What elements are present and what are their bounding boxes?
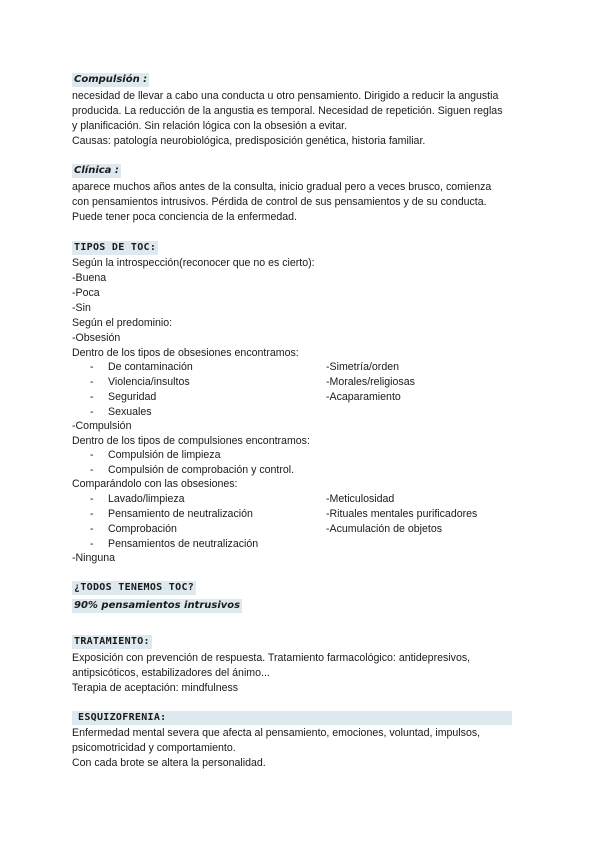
esquizofrenia-body (72, 726, 532, 771)
tipos-intro (72, 256, 532, 361)
todos-heading: ¿TODOS TENEMOS TOC? (74, 582, 195, 593)
list-item: Sexuales (108, 406, 152, 418)
text-line: aparece muchos años antes de la consulta, inicio gradual pero a veces brusco, comienza (72, 181, 492, 193)
text-line: -Sin (72, 302, 91, 314)
compulsion-heading: Compulsión : (74, 74, 148, 85)
list-item: De contaminación (108, 361, 193, 373)
bullet-dash: - (90, 376, 94, 388)
text-line: -Obsesión (72, 332, 121, 344)
list-item: Lavado/limpieza (108, 493, 185, 505)
text-line: Según el predominio: (72, 317, 173, 329)
bullet-dash: - (90, 493, 94, 505)
text-line: y planificación. Sin relación lógica con la obsesión a evitar. (72, 120, 348, 132)
clinica-heading: Clínica : (74, 165, 119, 176)
bullet-dash: - (90, 406, 94, 418)
list-item: Comprobación (108, 523, 177, 535)
list-item: -Meticulosidad (326, 493, 395, 505)
bullet-dash: - (90, 391, 94, 403)
compulsion-body (72, 89, 532, 149)
clinica-body (72, 180, 532, 225)
text-line: Puede tener poca conciencia de la enfermedad. (72, 211, 297, 223)
bullet-dash: - (90, 361, 94, 373)
tratamiento-body (72, 651, 532, 696)
text-line: Enfermedad mental severa que afecta al pensamiento, emociones, voluntad, impulsos, (72, 727, 481, 739)
text-line: Exposición con prevención de respuesta. Tratamiento farmacológico: antidepresivos, (72, 652, 471, 664)
bullet-dash: - (90, 523, 94, 535)
bullet-dash: - (90, 464, 94, 476)
text-line: -Ninguna (72, 552, 115, 564)
text-line: con pensamientos intrusivos. Pérdida de control de sus pensamientos y de su conducta. (72, 196, 487, 208)
bullet-dash: - (90, 449, 94, 461)
text-line: Causas: patología neurobiológica, predisposición genética, historia familiar. (72, 135, 426, 147)
list-item: Seguridad (108, 391, 157, 403)
text-line: Comparándolo con las obsesiones: (72, 478, 238, 490)
esquizofrenia-heading: ESQUIZOFRENIA: (72, 711, 512, 725)
list-item: Pensamiento de neutralización (108, 508, 253, 520)
text-line: Dentro de los tipos de compulsiones encontramos: (72, 435, 310, 447)
text-line: psicomotricidad y comportamiento. (72, 742, 236, 754)
bullet-dash: - (90, 538, 94, 550)
list-item: Compulsión de limpieza (108, 449, 221, 461)
text-line: Con cada brote se altera la personalidad. (72, 757, 266, 769)
list-item: -Acumulación de objetos (326, 523, 443, 535)
list-item: -Rituales mentales purificadores (326, 508, 478, 520)
text-line: Según la introspección(reconocer que no es cierto): (72, 257, 315, 269)
list-item: Violencia/insultos (108, 376, 190, 388)
text-line: necesidad de llevar a cabo una conducta u otro pensamiento. Dirigido a reducir la angustia (72, 90, 499, 102)
list-item: -Simetría/orden (326, 361, 400, 373)
bullet-dash: - (90, 508, 94, 520)
text-line: Dentro de los tipos de obsesiones encontramos: (72, 347, 299, 359)
text-line: -Poca (72, 287, 100, 299)
tratamiento-heading: TRATAMIENTO: (74, 636, 150, 647)
list-item: Pensamientos de neutralización (108, 538, 259, 550)
list-item: -Acaparamiento (326, 391, 401, 403)
tipos-heading: TIPOS DE TOC: (74, 242, 157, 253)
text-line: -Buena (72, 272, 107, 284)
list-item: Compulsión de comprobación y control. (108, 464, 295, 476)
list-item: -Morales/religiosas (326, 376, 415, 388)
todos-subheading: 90% pensamientos intrusivos (74, 600, 241, 611)
text-line: Terapia de aceptación: mindfulness (72, 682, 239, 694)
text-line: -Compulsión (72, 420, 132, 432)
text-line: producida. La reducción de la angustia es temporal. Necesidad de repetición. Siguen reglas (72, 105, 503, 117)
text-line: antipsicóticos, estabilizadores del ánimo... (72, 667, 270, 679)
